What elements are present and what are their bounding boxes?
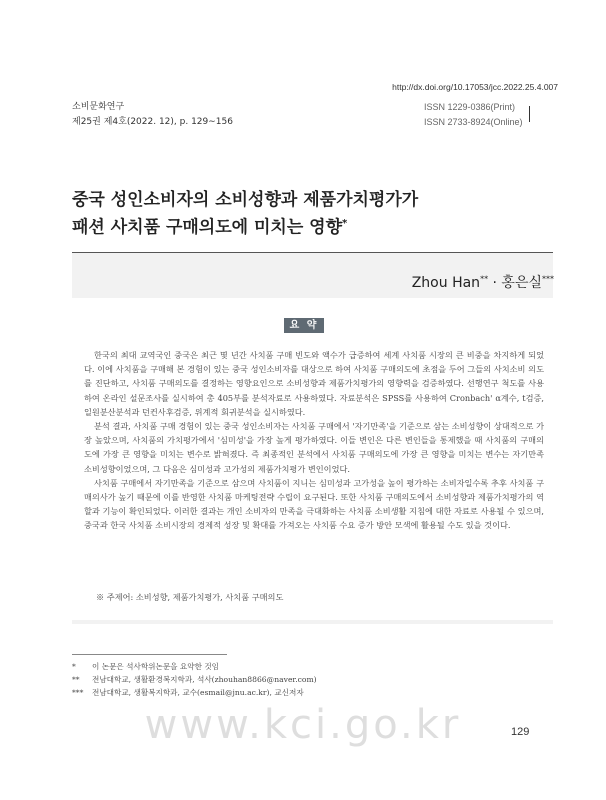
footnote-2: ** 전남대학교, 생활환경복지학과, 석사(zhouhan8866@naver.com) bbox=[72, 675, 317, 684]
title-footnote-mark: * bbox=[342, 218, 348, 229]
journal-name: 소비문화연구 bbox=[72, 102, 125, 112]
author-separator: · bbox=[488, 275, 502, 291]
band-top-rule bbox=[72, 252, 553, 253]
keywords: ※ 주제어: 소비성향, 제품가치평가, 사치품 구매의도 bbox=[96, 592, 284, 602]
paper-title bbox=[72, 188, 418, 240]
author-2-mark: *** bbox=[542, 274, 554, 284]
issn-online: ISSN 2733-8924(Online) bbox=[424, 117, 523, 127]
abstract-body bbox=[84, 348, 544, 533]
page-number: 129 bbox=[511, 726, 530, 738]
abstract-paragraph-2: 분석 결과, 사치품 구매 경험이 있는 중국 성인소비자는 사치품 구매에서 '자기만족'을 기준으로 삼는 소비성향이 상대적으로 가장 높았으며, 사치품의 가치평가에서 '심미성'을 가장 높게 평가하였다. 이들 변인은 다른 변인들을 통제했을 때 사치품의 구매의도에 가장 큰 영향을 미치는 변수로 밝혀졌다. 즉 최종적인 분석에서 사치품 구매의도에 가장 큰 영향을 미치는 변수는 자기만족 소비성향이었으며, 그 다음은 심미성과 고가성의 제품가치평가 변인이었다. bbox=[84, 421, 544, 474]
footnote-1: * 이 논문은 석사학위논문을 요약한 것임 bbox=[72, 662, 220, 671]
footnote-rule bbox=[72, 654, 227, 655]
footnotes bbox=[72, 660, 317, 699]
issn-print: ISSN 1229-0386(Print) bbox=[424, 102, 516, 112]
title-line-1: 중국 성인소비자의 소비성향과 제품가치평가가 bbox=[72, 190, 419, 210]
abstract-heading: 요 약 bbox=[284, 318, 324, 333]
abstract-paragraph-1: 한국의 최대 교역국인 중국은 최근 몇 년간 사치품 구매 빈도와 액수가 급증하여 세계 사치품 시장의 큰 비중을 차지하게 되었다. 이에 사치품을 구매해 본 경험이 있는 중국 성인소비자를 대상으로 하여 사치품 구매의도에 초점을 두어 그들의 사치소비 의도를 진단하고, 사치품 구매의도를 결정하는 영향요인으로 소비성향과 제품가치평가의 영향력을 검증하였다. 선행연구 척도를 사용하여 온라인 설문조사를 실시하여 총 405부를 분석자료로 사용하였다. 자료분석은 SPSS를 사용하여 Cronbach' α계수, t검증, 일원분산분석과 던컨사후검증, 위계적 회귀분석을 실시하였다. bbox=[84, 350, 544, 417]
author-line bbox=[412, 272, 554, 292]
title-line-2: 패션 사치품 구매의도에 미치는 영향* bbox=[72, 217, 348, 238]
journal-info bbox=[72, 100, 233, 130]
header-divider bbox=[529, 106, 530, 122]
watermark: www.kci.go.kr bbox=[144, 702, 462, 748]
journal-volume: 제25권 제4호(2022. 12), p. 129∼156 bbox=[72, 117, 233, 127]
author-1-mark: ** bbox=[480, 274, 489, 284]
doi-link[interactable]: http://dx.doi.org/10.17053/jcc.2022.25.4.007 bbox=[392, 82, 558, 92]
author-2: 홍은실 bbox=[501, 275, 542, 291]
footnote-3: *** 전남대학교, 생활복지학과, 교수(esmail@jnu.ac.kr), 교신저자 bbox=[72, 688, 304, 697]
issn-info bbox=[424, 100, 523, 130]
abstract-paragraph-3: 사치품 구매에서 자기만족을 기준으로 삼으며 사치품이 지니는 심미성과 고가성을 높이 평가하는 소비자일수록 추후 사치품 구매의사가 높기 때문에 이를 반영한 사치품 마케팅전략 수립이 요구된다. 또한 사치품 구매의도에서 소비성향과 제품가치평가의 역할과 기능이 확인되었다. 이러한 결과는 개인 소비자의 만족을 극대화하는 사치품 소비생활 지침에 대한 자료로 사용될 수 있으며, 중국과 한국 사치품 소비시장의 경제적 성장 및 확대를 가져오는 사치품 수요 증가 방안 모색에 활용될 수도 있을 것이다. bbox=[84, 477, 544, 531]
author-1: Zhou Han bbox=[411, 275, 481, 291]
